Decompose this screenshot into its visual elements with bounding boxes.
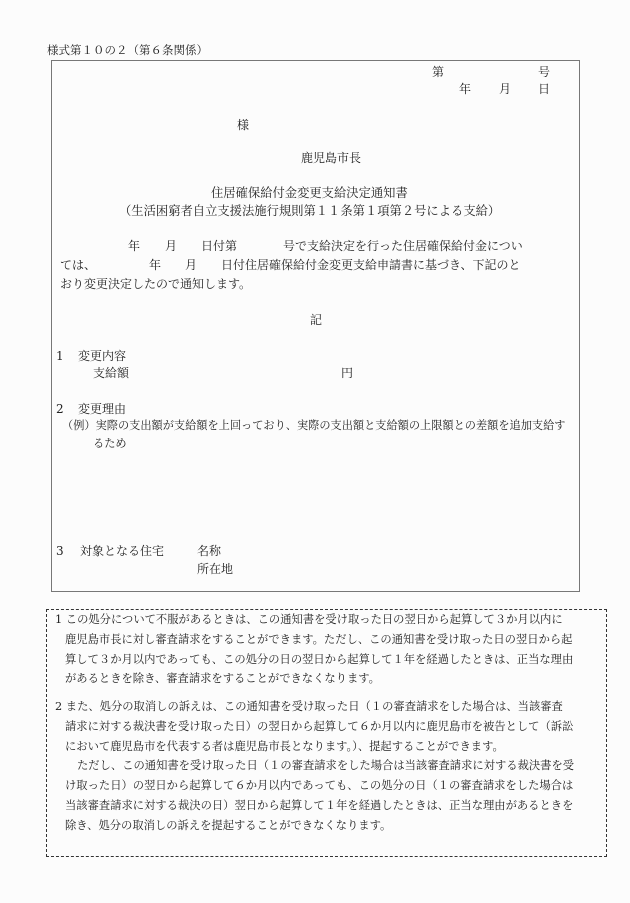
notice-line: 2 また、処分の取消しの訴えは、この通知書を受け取った日（１の審査請求をした場合は、当該審査	[55, 700, 563, 713]
notice-line: 請求に対する裁決書を受け取った日）の翌日から起算して６か月以内に鹿児島市を被告として（訴訟	[65, 719, 574, 733]
section2-number: 2	[56, 402, 64, 416]
section1-number: 1	[56, 349, 64, 363]
app-year: 年	[149, 258, 162, 272]
amount-unit: 円	[341, 366, 354, 380]
amount-label: 支給額	[93, 366, 130, 380]
form-label: 様式第１０の２（第６条関係）	[47, 43, 208, 57]
notice-line: 鹿児島市長に対し審査請求をすることができます。ただし、この通知書を受け取った日の翌日から起	[65, 632, 573, 646]
notice-line: ただし、この通知書を受け取った日（１の審査請求をした場合は当該審査請求に対する裁決書を受	[77, 759, 575, 773]
notice-line: 当該審査請求に対する裁決の日）翌日から起算して１年を経過したときは、正当な理由があるときを	[65, 798, 574, 812]
body-line1: 号で支給決定を行った住居確保給付金につい	[283, 239, 523, 253]
ref-year: 年	[128, 239, 141, 253]
date-month: 月	[499, 82, 512, 96]
body-line2: 日付住居確保給付金変更支給申請書に基づき、下記のと	[221, 258, 521, 272]
section3-number: 3	[56, 544, 64, 558]
body-line3: おり変更決定したので通知します。	[60, 277, 252, 291]
notice-item-1	[55, 610, 573, 689]
notice-line: において鹿児島市を代表する者は鹿児島市長となります。）、提起することができます。	[65, 739, 504, 753]
section1-title: 変更内容	[78, 349, 127, 363]
document-title: 住居確保給付金変更支給決定通知書	[211, 186, 408, 200]
notice-line: 算して３か月以内であっても、この処分の日の翌日から起算して１年を経過したときは、正当な理由	[65, 652, 574, 666]
body-line2-start: ては、	[60, 258, 97, 272]
section2-title: 変更理由	[78, 402, 127, 416]
ref-month: 月	[165, 239, 178, 253]
notice-line: け取った日）の翌日から起算して６か月以内であっても、この処分の日（１の審査請求をした場合は	[65, 779, 574, 793]
reason-example-line2: るため	[93, 437, 127, 450]
housing-address-label: 所在地	[197, 562, 234, 576]
issuer: 鹿児島市長	[301, 151, 362, 165]
housing-name-label: 名称	[197, 544, 222, 558]
section3-title: 対象となる住宅	[80, 544, 165, 558]
date-day: 日	[538, 82, 551, 96]
ref-day-number: 日付第	[201, 239, 238, 253]
app-month: 月	[185, 258, 198, 272]
date-year: 年	[459, 82, 472, 96]
reason-example-line1: （例）実際の支出額が支給額を上回っており、実際の支出額と支給額の上限額との差額を追加支給す	[62, 419, 566, 432]
notice-line: があるときを除き、審査請求をすることができなくなります。	[65, 672, 380, 686]
notice-item-2	[55, 697, 574, 836]
addressee-suffix: 様	[237, 118, 250, 132]
number-suffix: 号	[538, 65, 551, 79]
notice-line: 除き、処分の取消しの訴えを提起することができなくなります。	[65, 818, 392, 832]
notice-line: 1 この処分について不服があるときは、この通知書を受け取った日の翌日から起算して３か月以内に	[55, 613, 563, 626]
ki-label: 記	[310, 313, 323, 327]
number-prefix: 第	[432, 65, 445, 79]
document-subtitle: （生活困窮者自立支援法施行規則第１１条第１項第２号による支給）	[119, 204, 501, 218]
